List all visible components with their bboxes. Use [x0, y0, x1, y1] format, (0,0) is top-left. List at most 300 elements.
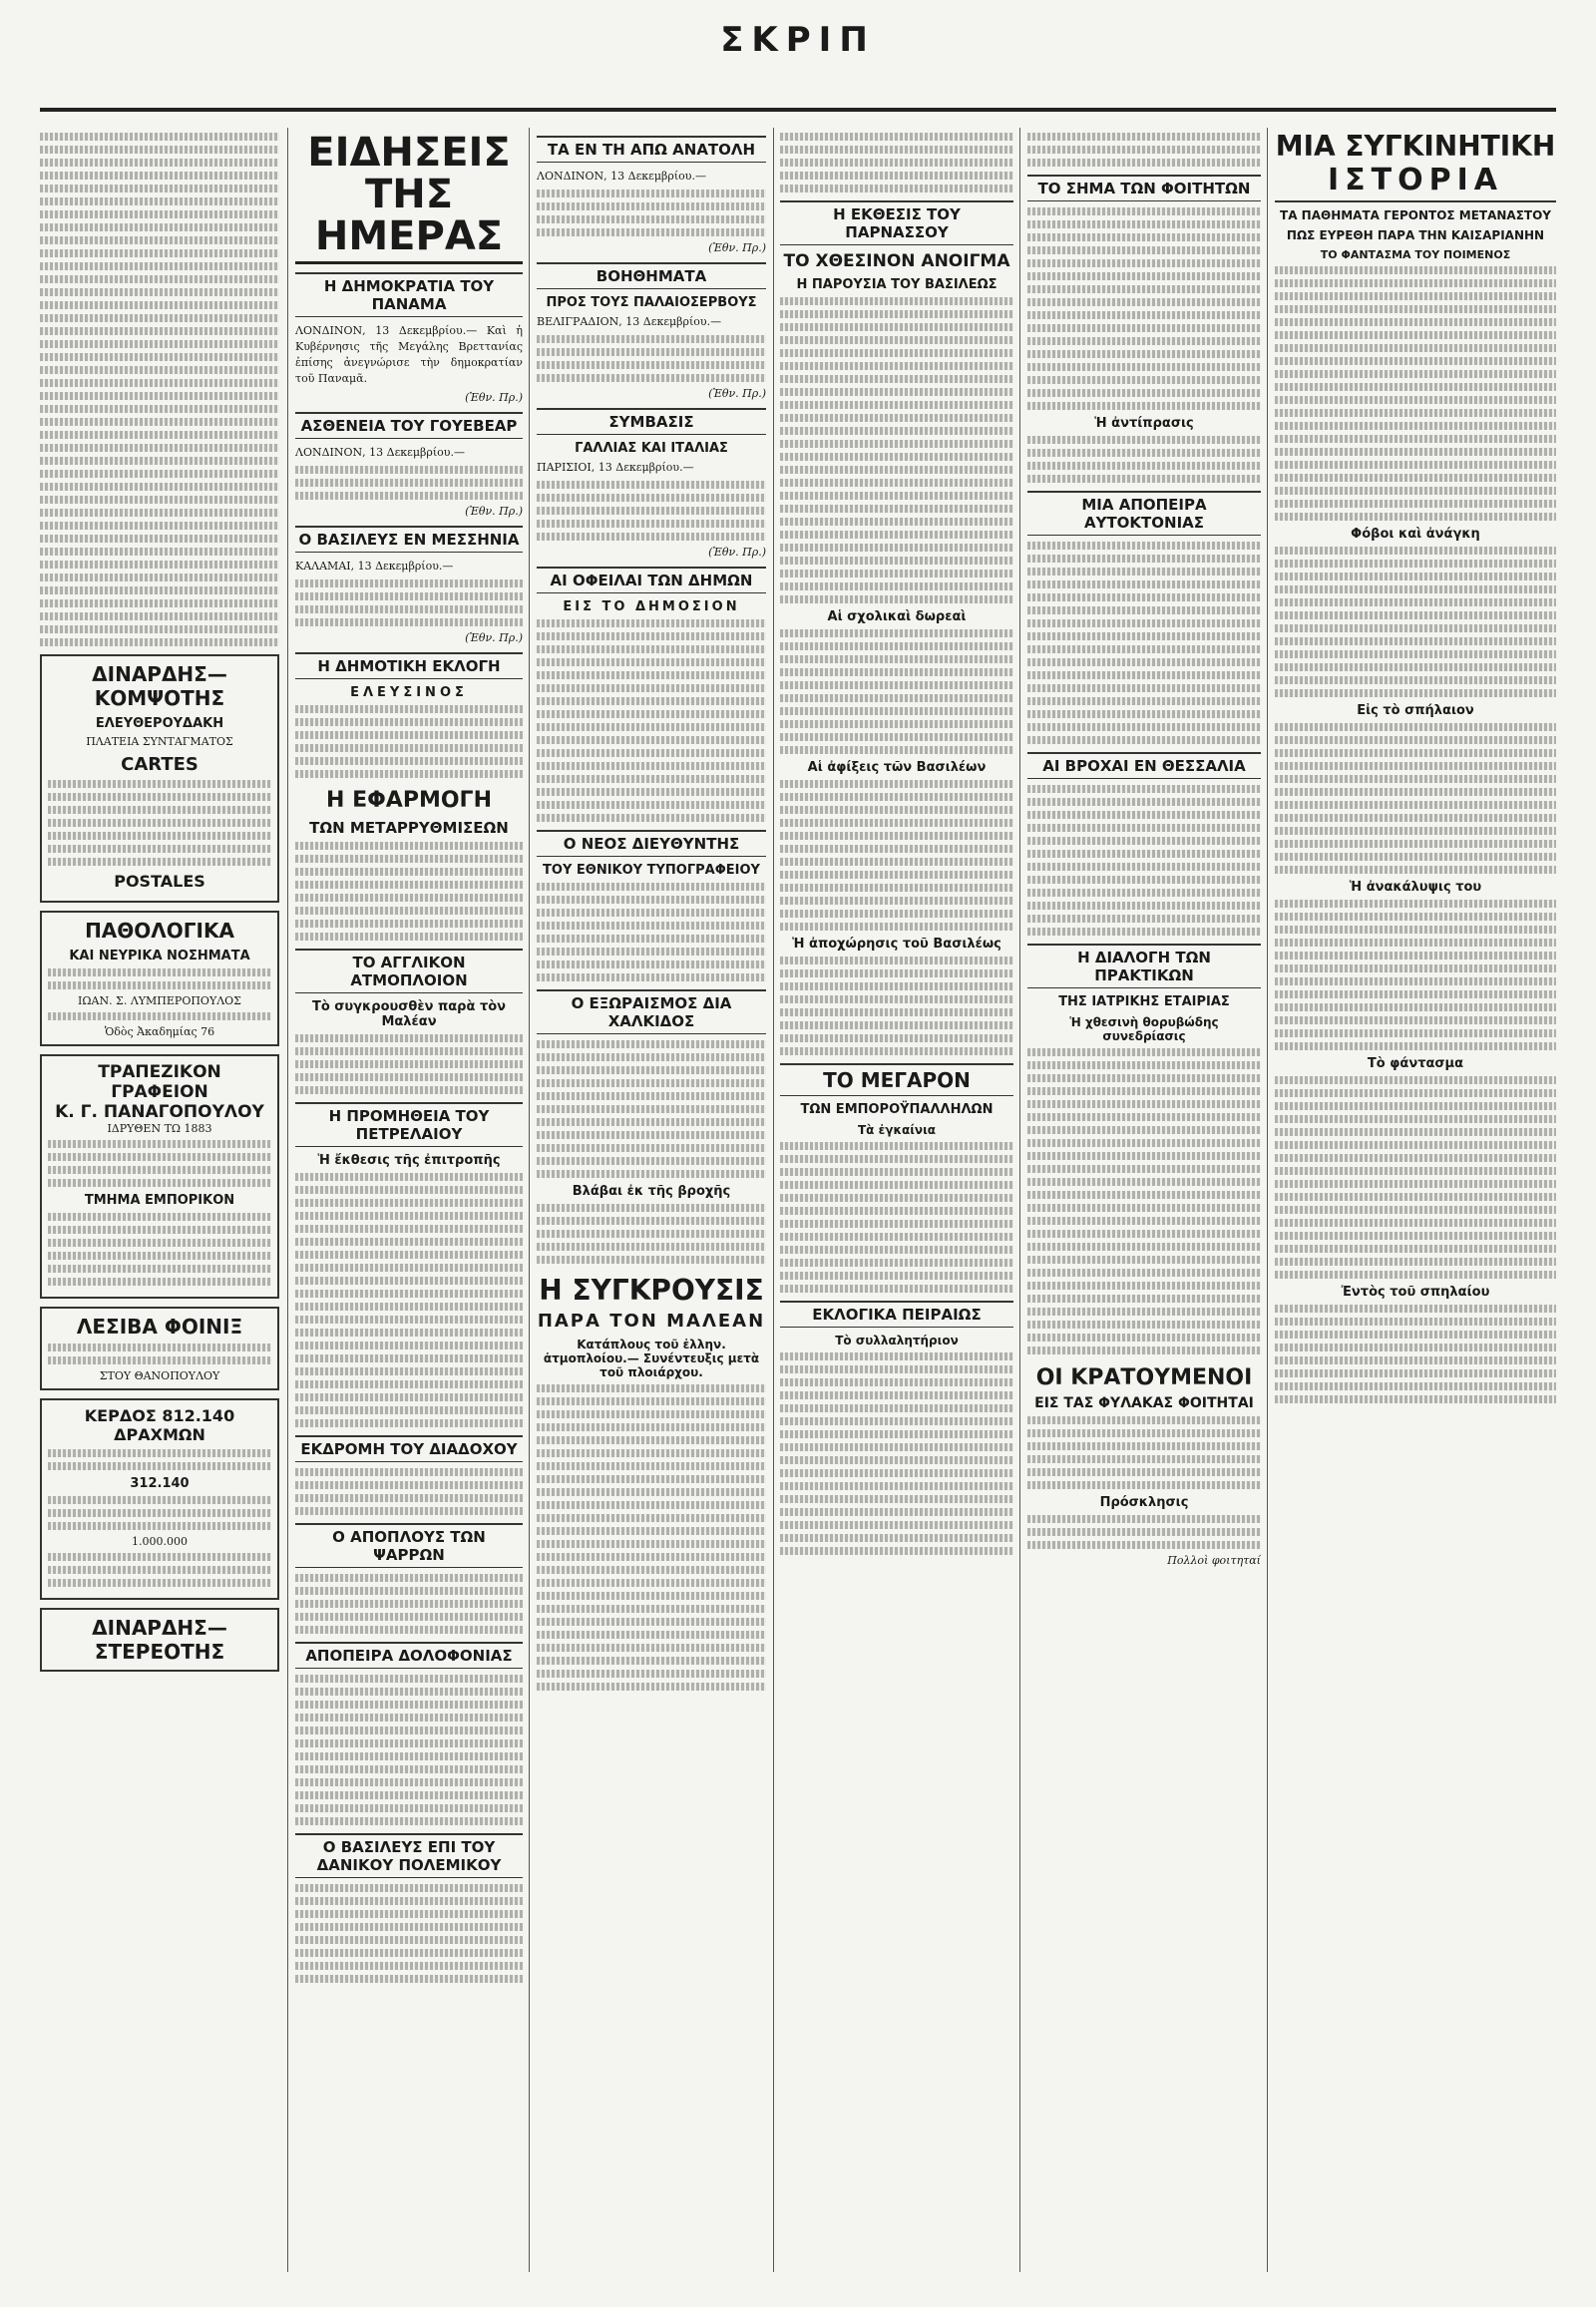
text-line [48, 819, 271, 827]
text-line [537, 215, 766, 223]
text-line [295, 1419, 523, 1427]
article-subheading: ΕΙΣ ΤΟ ΔΗΜΟΣΙΟΝ [563, 598, 740, 614]
text-line [40, 405, 279, 413]
text-line [295, 1962, 523, 1970]
text-line [780, 375, 1013, 383]
text-line [537, 507, 766, 515]
text-line [537, 697, 766, 705]
article-subheading: Τὰ ἐγκαίνια [858, 1123, 936, 1137]
ad-shop: ΣΤΟΥ ΘΑΝΟΠΟΥΛΟΥ [99, 1369, 220, 1382]
article-subheading: ΤΗΣ ΙΑΤΡΙΚΗΣ ΕΤΑΙΡΙΑΣ [1058, 994, 1230, 1009]
text-line [780, 1181, 1013, 1189]
text-line [295, 1329, 523, 1337]
text-line [40, 431, 279, 439]
text-line [780, 668, 1013, 676]
text-line [537, 481, 766, 489]
ad-name: Κ. Γ. ΠΑΝΑΓΟΠΟΥΛΟΥ [55, 1102, 264, 1122]
text-line [537, 1144, 766, 1152]
text-line [48, 1566, 271, 1574]
text-line [40, 210, 279, 218]
text-line [48, 1579, 271, 1587]
ad-title: ΔΙΝΑΡΔΗΣ—ΣΤΕΡΕΟΤΗΣ [92, 1616, 227, 1664]
text-line [780, 910, 1013, 918]
text-line [1275, 801, 1556, 809]
text-line [780, 1352, 1013, 1360]
text-line [295, 1251, 523, 1259]
text-line [1027, 259, 1261, 267]
text-line [1027, 555, 1261, 563]
text-line [1027, 146, 1261, 154]
text-line [1027, 133, 1261, 141]
article-heading: Η ΕΦΑΡΜΟΓΗ [326, 787, 492, 813]
text-line [780, 1220, 1013, 1228]
text-line [295, 1688, 523, 1696]
article-heading: ΤΑ ΕΝ ΤΗ ΑΠΩ ΑΝΑΤΟΛΗ [537, 136, 766, 163]
article-subheading: Κατάπλους τοῦ ἐλλην. ἀτμοπλοίου.— Συνέντευξις μετὰ τοῦ πλοιάρχου. [543, 1338, 760, 1380]
newspaper-page [40, 20, 1556, 2284]
text-line [1027, 542, 1261, 550]
text-line [40, 470, 279, 478]
ad-trapezikon-grafeion [40, 1054, 279, 1299]
text-line [1027, 311, 1261, 319]
text-line [780, 858, 1013, 866]
ad-amount: 312.140 [130, 1476, 190, 1491]
text-line [780, 1508, 1013, 1516]
text-line [1027, 1217, 1261, 1225]
text-line [295, 1303, 523, 1311]
text-line [1027, 876, 1261, 884]
text-line [295, 1714, 523, 1722]
ad-line: ΠΛΑΤΕΙΑ ΣΥΝΤΑΓΜΑΤΟΣ [86, 735, 233, 748]
text-line [295, 1316, 523, 1324]
article-subheading: Η ΠΑΡΟΥΣΙΑ ΤΟΥ ΒΑΣΙΛΕΩΣ [796, 277, 998, 292]
article-heading: ΕΚΛΟΓΙΚΑ ΠΕΙΡΑΙΩΣ [780, 1301, 1013, 1328]
text-line [1027, 619, 1261, 627]
article-heading: ΑΙ ΟΦΕΙΛΑΙ ΤΩΝ ΔΗΜΩΝ [537, 567, 766, 593]
story-section-heading: Φόβοι καὶ ἀνάγκη [1351, 526, 1480, 542]
ad-line: POSTALES [114, 872, 205, 891]
text-line [537, 1256, 766, 1264]
text-line [537, 190, 766, 197]
text-line [1027, 645, 1261, 653]
text-line [780, 336, 1013, 344]
text-line [1275, 853, 1556, 861]
text-line [295, 1727, 523, 1734]
text-line [780, 1469, 1013, 1477]
text-line [780, 570, 1013, 577]
article-heading: Ο ΕΞΩΡΑΙΣΜΟΣ ΔΙΑ ΧΑΛΚΙΔΟΣ [537, 989, 766, 1034]
text-line [537, 788, 766, 796]
text-line [48, 1522, 271, 1530]
text-line [1275, 1141, 1556, 1149]
text-line [1275, 1128, 1556, 1136]
article-heading: ΟΙ ΚΡΑΤΟΥΜΕΝΟΙ [1035, 1365, 1253, 1390]
text-line [1027, 1243, 1261, 1251]
text-line [780, 1207, 1013, 1215]
ad-dinardis-stereotis [40, 1608, 279, 1672]
text-line [1275, 1219, 1556, 1227]
text-line [40, 223, 279, 231]
text-line [48, 858, 271, 866]
text-line [1027, 1282, 1261, 1290]
text-line [295, 1897, 523, 1905]
text-line [537, 1092, 766, 1100]
text-line [295, 1481, 523, 1489]
text-line [1275, 964, 1556, 972]
text-line [1027, 658, 1261, 666]
text-line [1275, 689, 1556, 697]
text-line [537, 1579, 766, 1587]
text-line [780, 720, 1013, 728]
ad-kerdos [40, 1398, 279, 1600]
text-line [780, 969, 1013, 977]
column-rule [773, 128, 774, 2272]
text-line [295, 1086, 523, 1094]
text-line [1027, 285, 1261, 293]
text-line [780, 388, 1013, 396]
article-heading: Ο ΑΠΟΠΛΟΥΣ ΤΩΝ ΨΑΡΡΩΝ [295, 1523, 523, 1568]
text-line [537, 1592, 766, 1600]
text-line [1275, 1331, 1556, 1339]
ad-title: ΠΑΘΟΛΟΓΙΚΑ [85, 919, 234, 943]
article-dateline: ΚΑΛΑΜΑΙ, 13 Δεκεμβρίου.— [295, 559, 454, 573]
text-line [537, 1230, 766, 1238]
ad-founded: ΙΔΡΥΘΕΝ ΤΩ 1883 [107, 1122, 212, 1135]
text-line [1027, 376, 1261, 384]
text-line [537, 1079, 766, 1087]
text-line [295, 1406, 523, 1414]
text-line [1275, 788, 1556, 796]
text-line [1275, 624, 1556, 632]
text-line [295, 920, 523, 928]
text-line [295, 842, 523, 850]
text-line [1027, 246, 1261, 254]
article-source: (Ἐθν. Πρ.) [708, 386, 766, 400]
text-line [1275, 1305, 1556, 1313]
text-line [1027, 1087, 1261, 1095]
article-subheading: ΠΡΟΣ ΤΟΥΣ ΠΑΛΑΙΟΣΕΡΒΟΥΣ [546, 294, 757, 310]
text-line [1027, 580, 1261, 588]
text-line [537, 202, 766, 210]
text-line [295, 1739, 523, 1747]
text-line [40, 366, 279, 374]
text-line [1027, 475, 1261, 483]
text-line [537, 1157, 766, 1165]
ad-dept: ΤΜΗΜΑ ΕΜΠΟΡΙΚΟΝ [84, 1193, 235, 1208]
article-subheading: Ἡ ἔκθεσις τῆς ἐπιτροπῆς [317, 1152, 501, 1168]
text-line [537, 645, 766, 653]
text-line [40, 612, 279, 620]
text-line [537, 1527, 766, 1535]
article-heading: ΤΟ ΜΕΓΑΡΟΝ [780, 1063, 1013, 1096]
text-line [780, 1443, 1013, 1451]
text-line [780, 362, 1013, 370]
text-line [780, 982, 1013, 990]
text-line [780, 466, 1013, 474]
text-line [780, 897, 1013, 905]
text-line [780, 845, 1013, 853]
text-line [780, 427, 1013, 435]
text-line [295, 1393, 523, 1401]
text-line [295, 1936, 523, 1944]
text-line [780, 595, 1013, 603]
text-line [1275, 939, 1556, 947]
text-line [537, 961, 766, 968]
text-line [780, 582, 1013, 590]
text-line [1027, 1295, 1261, 1303]
text-line [1027, 1528, 1261, 1536]
text-line [1027, 1048, 1261, 1056]
text-line [537, 671, 766, 679]
text-line [1027, 272, 1261, 280]
text-line [780, 1259, 1013, 1267]
text-line [295, 1225, 523, 1233]
text-line [295, 907, 523, 915]
text-line [537, 710, 766, 718]
story-subheading: ΠΩΣ ΕΥΡΕΘΗ ΠΑΡΑ ΤΗΝ ΚΑΙΣΑΡΙΑΝΗΝ [1286, 227, 1545, 242]
text-line [295, 1626, 523, 1634]
text-line [537, 520, 766, 528]
text-line [1275, 1115, 1556, 1123]
article-dateline: ΛΟΝΔΙΝΟΝ, 13 Δεκεμβρίου.— Καὶ ἡ Κυβέρνησις τῆς Μεγάλης Βρεττανίας ἐπίσης ἀνεγνώρισε τὴν δημοκρατίαν τοῦ Παναμᾶ. [295, 324, 523, 385]
text-line [1027, 207, 1261, 215]
text-line [537, 1384, 766, 1392]
text-line [1027, 1515, 1261, 1523]
text-line [537, 1397, 766, 1405]
text-line [1275, 676, 1556, 684]
text-line [295, 868, 523, 876]
text-line [1275, 487, 1556, 495]
article-subheading: Τὸ συγκρουσθὲν παρὰ τὸν Μαλέαν [311, 998, 507, 1029]
text-line [295, 1290, 523, 1298]
ad-prize: 1.000.000 [132, 1535, 188, 1548]
text-line [1027, 606, 1261, 614]
text-line [537, 1501, 766, 1509]
text-line [295, 770, 523, 778]
text-line [295, 1613, 523, 1621]
text-line [295, 1675, 523, 1683]
text-line [780, 557, 1013, 565]
text-line [537, 658, 766, 666]
text-line [537, 335, 766, 343]
text-line [40, 561, 279, 569]
text-line [48, 1166, 271, 1174]
text-line [1275, 370, 1556, 378]
text-line [40, 340, 279, 348]
text-line [295, 592, 523, 600]
column-rule [529, 128, 530, 2272]
text-line [537, 723, 766, 731]
text-line [1027, 632, 1261, 640]
text-line [1275, 292, 1556, 300]
text-line [1275, 762, 1556, 770]
text-line [1275, 573, 1556, 580]
article-heading: Η ΔΙΑΛΟΓΗ ΤΩΝ ΠΡΑΚΤΙΚΩΝ [1027, 944, 1261, 988]
text-line [537, 361, 766, 369]
text-line [537, 533, 766, 541]
text-line [537, 948, 766, 956]
text-line [295, 881, 523, 889]
text-line [295, 466, 523, 474]
text-line [48, 1344, 271, 1351]
text-line [1027, 1165, 1261, 1173]
text-line [780, 629, 1013, 637]
text-line [295, 1804, 523, 1812]
text-line [1275, 1369, 1556, 1377]
text-line [40, 133, 279, 141]
text-line [295, 855, 523, 863]
text-line [537, 228, 766, 236]
text-line [1275, 1206, 1556, 1214]
text-line [1275, 952, 1556, 960]
text-line [780, 871, 1013, 879]
text-line [40, 327, 279, 335]
text-line [780, 1285, 1013, 1293]
text-line [780, 957, 1013, 964]
article-subheading: ΕΛΕΥΣΙΝΟΣ [350, 684, 468, 700]
text-line [1027, 798, 1261, 806]
article-subheading: Τὸ συλλαλητήριον [835, 1334, 959, 1347]
ad-doctor: ΙΩΑΝ. Σ. ΛΥΜΠΕΡΟΠΟΥΛΟΣ [78, 994, 241, 1007]
article-subheading: ΤΩΝ ΕΜΠΟΡΟΫΠΑΛΛΗΛΩΝ [800, 1102, 994, 1117]
text-line [295, 718, 523, 726]
text-line [48, 845, 271, 853]
text-line [780, 1021, 1013, 1029]
text-line [295, 1277, 523, 1285]
text-line [1275, 775, 1556, 783]
article-heading: ΕΚΔΡΟΜΗ ΤΟΥ ΔΙΑΔΟΧΟΥ [295, 1435, 523, 1462]
text-line [1027, 298, 1261, 306]
article-heading: Η ΕΚΘΕΣΙΣ ΤΟΥ ΠΑΡΝΑΣΣΟΥ [780, 200, 1013, 245]
text-line [48, 1265, 271, 1273]
text-line [40, 548, 279, 556]
article-heading: ΒΟΗΘΗΜΑΤΑ [537, 262, 766, 289]
ad-title: ΤΡΑΠΕΖΙΚΟΝ ΓΡΑΦΕΙΟΝ [98, 1062, 221, 1102]
text-line [537, 1170, 766, 1178]
text-line [780, 453, 1013, 461]
text-line [40, 509, 279, 517]
text-line [537, 1204, 766, 1212]
article-heading: Η ΣΥΓΚΡΟΥΣΙΣ [539, 1273, 764, 1307]
text-line [1027, 1334, 1261, 1342]
text-line [1275, 547, 1556, 555]
text-line [1275, 827, 1556, 835]
text-line [295, 618, 523, 626]
text-line [780, 923, 1013, 931]
article-heading: Η ΔΗΜΟΚΡΑΤΙΑ ΤΟΥ ΠΑΝΑΜΑ [295, 272, 523, 317]
text-line [780, 185, 1013, 192]
ad-line: CARTES [121, 754, 199, 775]
text-line [537, 1683, 766, 1691]
text-line [1275, 331, 1556, 339]
text-line [537, 1118, 766, 1126]
text-line [1027, 837, 1261, 845]
text-line [780, 440, 1013, 448]
text-line [1275, 611, 1556, 619]
text-line [537, 1475, 766, 1483]
text-line [1275, 357, 1556, 365]
text-line [295, 1199, 523, 1207]
text-line [537, 1644, 766, 1652]
text-line [48, 1179, 271, 1187]
text-line [1027, 1346, 1261, 1354]
ad-address: Ὁδὸς Ἀκαδημίας 76 [104, 1025, 215, 1038]
article-dateline: ΛΟΝΔΙΝΟΝ, 13 Δεκεμβρίου.— [295, 445, 465, 459]
text-line [295, 1949, 523, 1957]
article-subheading: Αἱ ἀφίξεις τῶν Βασιλέων [807, 760, 987, 775]
text-line [1275, 435, 1556, 443]
text-line [40, 314, 279, 322]
article-heading: Ο ΒΑΣΙΛΕΥΣ ΕΠΙ ΤΟΥ ΔΑΝΙΚΟΥ ΠΟΛΕΜΙΚΟΥ [295, 1833, 523, 1878]
text-line [48, 1012, 271, 1020]
text-line [1027, 785, 1261, 793]
text-line [295, 1367, 523, 1375]
article-source: (Ἐθν. Πρ.) [465, 630, 523, 644]
text-line [780, 1233, 1013, 1241]
text-line [537, 632, 766, 640]
text-line [295, 1073, 523, 1081]
column-rule [1267, 128, 1268, 2272]
article-source: (Ἐθν. Πρ.) [708, 240, 766, 254]
text-line [40, 496, 279, 504]
text-line [537, 1217, 766, 1225]
text-line [1027, 710, 1261, 718]
text-line [1275, 1395, 1556, 1403]
text-line [1275, 1003, 1556, 1011]
text-line [1027, 159, 1261, 167]
text-line [295, 894, 523, 902]
text-line [1027, 1256, 1261, 1264]
text-line [295, 1212, 523, 1220]
text-line [1275, 814, 1556, 822]
article-dateline: ΛΟΝΔΙΝΟΝ, 13 Δεκεμβρίου.— [537, 170, 706, 183]
text-line [780, 1378, 1013, 1386]
article-subheading: ΤΟ ΧΘΕΣΙΝΟΝ ΑΝΟΙΓΜΑ [783, 251, 1010, 271]
newspaper-name: ΣΚΡΙΠ [720, 20, 876, 60]
column-4 [780, 128, 1013, 2272]
text-line [1027, 1429, 1261, 1437]
text-line [40, 159, 279, 167]
text-line [1275, 409, 1556, 417]
text-line [1027, 1061, 1261, 1069]
text-line [48, 780, 271, 788]
text-line [1275, 913, 1556, 921]
text-line [1027, 1126, 1261, 1134]
text-line [40, 301, 279, 309]
text-line [295, 1173, 523, 1181]
text-line [1275, 1029, 1556, 1037]
story-section-heading: Τὸ φάντασμα [1367, 1055, 1464, 1071]
text-line [295, 757, 523, 765]
text-line [537, 684, 766, 692]
article-heading: ΑΙ ΒΡΟΧΑΙ ΕΝ ΘΕΣΣΑΛΙΑ [1027, 752, 1261, 779]
column-6 [1275, 128, 1556, 2272]
text-line [1275, 1076, 1556, 1084]
ad-lesiva-foinix [40, 1307, 279, 1390]
text-line [295, 1923, 523, 1931]
ad-subtitle: ΚΑΙ ΝΕΥΡΙΚΑ ΝΟΣΗΜΑΤΑ [69, 949, 250, 963]
text-line [537, 1618, 766, 1626]
article-subheading: Πρόσκλησις [1099, 1495, 1189, 1511]
text-line [1275, 990, 1556, 998]
text-line [780, 1534, 1013, 1542]
text-line [1027, 684, 1261, 692]
text-line [780, 1246, 1013, 1254]
text-line [537, 775, 766, 783]
text-line [1275, 900, 1556, 908]
article-subheading: Ἡ ἀντίπρασις [1094, 416, 1194, 431]
text-line [40, 599, 279, 607]
